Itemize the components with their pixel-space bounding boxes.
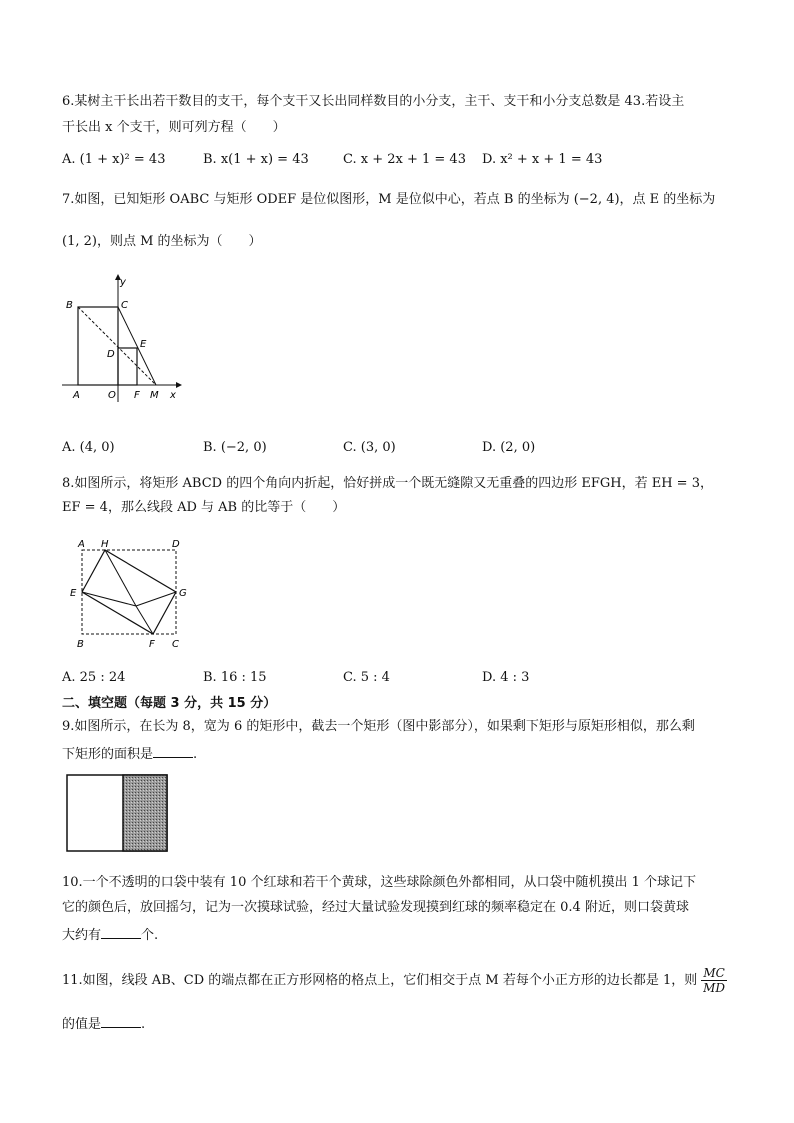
q8-figure	[64, 534, 194, 654]
q9-line2-prefix: 下矩形的面积是	[62, 747, 154, 762]
q9-answer-blank[interactable]	[153, 743, 193, 758]
q6-option-c: C. x + 2x + 1 = 43	[343, 152, 466, 167]
q8-label-h: H	[101, 539, 109, 550]
q7-label-m: M	[150, 390, 159, 401]
q7-label-a: A	[73, 390, 80, 401]
q10-stem-line2: 它的颜色后，放回摇匀，记为一次摸球试验，经过大量试验发现摸到红球的频率稳定在 0.4 附近，则口袋黄球	[62, 900, 689, 915]
q7-option-c: C. (3, 0)	[343, 440, 396, 455]
q9-figure	[66, 774, 170, 854]
q6-stem-line1: 6.某树主干长出若干数目的支干，每个支干又长出同样数目的小分支，主干、支干和小分支总数是 43.若设主	[62, 94, 685, 109]
q11-fraction	[701, 966, 726, 995]
q11-stem-line2	[62, 1013, 145, 1035]
q8-label-f: F	[149, 639, 155, 650]
q6-option-d: D. x² + x + 1 = 43	[482, 152, 603, 167]
q11-fraction-numerator: MC	[703, 966, 725, 980]
q7-x-arrow	[176, 382, 182, 388]
q8-option-b: B. 16 : 15	[203, 670, 267, 685]
q11-answer-blank[interactable]	[101, 1013, 141, 1028]
q8-stem-line2: EF = 4，那么线段 AD 与 AB 的比等于（ ）	[62, 500, 346, 515]
q9-stem-line1: 9.如图所示，在长为 8，宽为 6 的矩形中，截去一个矩形（图中影部分），如果剩下矩形与原矩形相似，那么剩	[62, 719, 695, 734]
q8-rect-abcd	[82, 550, 176, 634]
q7-label-c: C	[121, 300, 128, 311]
q7-label-f: F	[134, 390, 140, 401]
q10-answer-blank[interactable]	[101, 924, 141, 939]
q8-fold-line-e	[82, 592, 136, 606]
q11-line2-prefix: 的值是	[62, 1017, 102, 1032]
q11-line2-suffix: .	[141, 1017, 146, 1032]
q7-label-e: E	[140, 339, 147, 350]
q8-quad-efgh	[82, 550, 176, 634]
q7-label-b: B	[66, 300, 73, 311]
q9-shaded-rect	[123, 775, 167, 851]
q7-label-y: y	[120, 277, 126, 288]
q9-stem-line2	[62, 743, 197, 765]
q6-stem-line2: 干长出 x 个支干，则可列方程（ ）	[62, 120, 286, 135]
section-title-fill-in: 二、填空题（每题 3 分，共 15 分）	[62, 696, 277, 711]
q8-fold-line-f	[136, 606, 153, 634]
q10-line3-prefix: 大约有	[62, 928, 102, 943]
q7-stem-line1: 7.如图，已知矩形 OABC 与矩形 ODEF 是位似图形，M 是位似中心，若点 B 的坐标为 (−2, 4)，点 E 的坐标为	[62, 192, 716, 207]
q7-option-a: A. (4, 0)	[62, 440, 115, 455]
q8-option-a: A. 25 : 24	[62, 670, 126, 685]
q8-label-b: B	[77, 639, 84, 650]
q11-fraction-denominator: MD	[703, 981, 726, 995]
q8-label-g: G	[179, 588, 187, 599]
q11-line1-text: 11.如图，线段 AB、CD 的端点都在正方形网格的格点上，它们相交于点 M 若每个小正方形的边长都是 1，则	[62, 973, 698, 988]
q7-label-x: x	[170, 390, 176, 401]
q7-figure	[60, 272, 190, 404]
q8-label-a: A	[78, 539, 85, 550]
q8-option-c: C. 5 : 4	[343, 670, 390, 685]
q7-option-d: D. (2, 0)	[482, 440, 536, 455]
q6-option-a: A. (1 + x)² = 43	[62, 152, 166, 167]
q10-line3-suffix: 个.	[141, 928, 159, 943]
q11-stem-line1	[62, 966, 727, 995]
q10-stem-line1: 10.一个不透明的口袋中装有 10 个红球和若干个黄球，这些球除颜色外都相同，从口袋中随机摸出 1 个球记下	[62, 875, 697, 890]
q10-stem-line3	[62, 924, 158, 946]
q7-stem-line2: (1, 2)，则点 M 的坐标为（ ）	[62, 234, 262, 249]
q8-label-d: D	[172, 539, 180, 550]
q7-rect-odef	[118, 348, 137, 385]
q8-stem-line1: 8.如图所示，将矩形 ABCD 的四个角向内折起，恰好拼成一个既无缝隙又无重叠的四边形 EFGH，若 EH = 3，	[62, 476, 713, 491]
q7-label-o: O	[108, 390, 116, 401]
q8-label-e: E	[70, 588, 77, 599]
q8-option-d: D. 4 : 3	[482, 670, 530, 685]
q9-line2-suffix: .	[193, 747, 198, 762]
q6-option-b: B. x(1 + x) = 43	[203, 152, 309, 167]
q7-label-d: D	[107, 349, 115, 360]
q8-fold-line-h	[105, 550, 136, 606]
q7-option-b: B. (−2, 0)	[203, 440, 267, 455]
q7-rect-oabc	[78, 307, 118, 385]
q8-label-c: C	[172, 639, 179, 650]
